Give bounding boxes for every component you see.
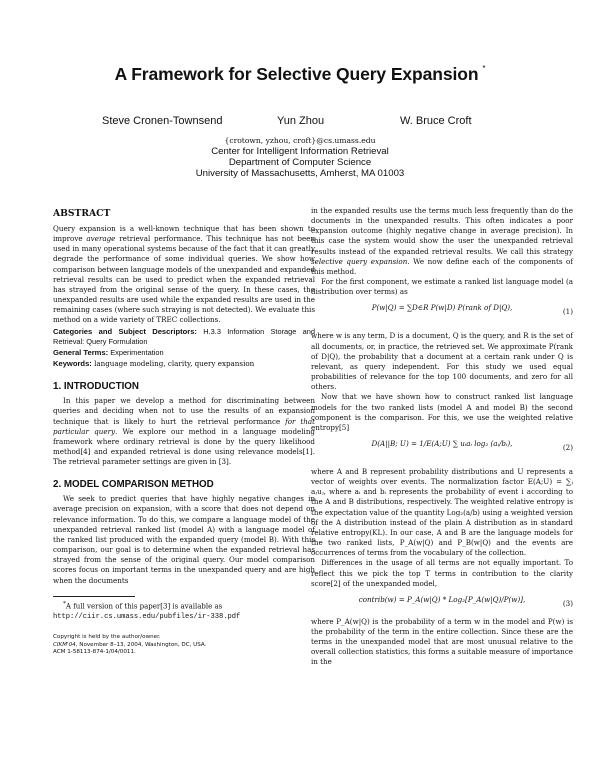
- copyright-block: Copyright is held by the author/owner. CIKM'04, November 8–13, 2004, Washington, DC, USA. ACM 1-58113-874-1/04/0011.: [53, 634, 207, 656]
- right-paragraph-5: where A and B represent probability distributions and U represents a vector of weights over events. The normalization factor E(A;U) = ∑ⱼ aⱼuⱼ, where aᵢ and bᵢ represents the probability of event i according to the A and B distributions, respectively. The weighted relative entropy is the expectation value of the quantity Log₂(a/b) using a weighted version of the A distribution instead of the plain A distribution as in standard relative entropy(KL). In our case, A and B are the language models for the two ranked lists, P_A(w|Q) and P_B(w|Q) and the events are occurrences of terms from the vocabulary of the collection.: [311, 466, 573, 558]
- author-2: Yun Zhou: [277, 115, 325, 127]
- footnote-url: http://ciir.cs.umass.edu/pubfiles/ir-338.pdf: [53, 612, 241, 621]
- equation-1: P(w|Q) = ∑D∈R P(w|D) P(rank of D|Q), (1): [371, 303, 573, 317]
- abstract-body: Query expansion is a well-known technique that has been shown to improve average retrieval performance. This technique has not been used in many operational systems because of the fact that it can greatly degrade the performance of some individual queries. We show how comparison between language models of the unexpanded and expanded retrieval results can be used to predict when the expanded retrieval has strayed from the original sense of the query. In these cases, the unexpanded results are used while the expanded results are used in the remaining cases (where such straying is not detected). We evaluate this method on a wide variety of TREC collections.: [53, 224, 315, 325]
- method-heading: 2. MODEL COMPARISON METHOD: [53, 479, 214, 491]
- author-1: Steve Cronen-Townsend: [102, 115, 223, 127]
- equation-3: contrib(w) = P_A(w|Q) * Log₂[P_A(w|Q)/P(w)], (3): [358, 594, 573, 608]
- right-paragraph-4: Now that we have shown how to construct ranked list language models for the two ranked lists (model A and model B) the second component is the comparison. For this, we use the weighted relative entropy[5]: [311, 392, 573, 432]
- left-column: [53, 208, 315, 657]
- abstract-heading: ABSTRACT: [53, 208, 111, 219]
- method-body: We seek to predict queries that have highly negative changes in average precision on expansion, with a score that does not depend on relevance information. To do this, we compare a language model of the unexpanded retrieval ranked list (model A) with a language model of the ranked list produced with the expanded query (model B). With this comparison, our goal is to determine when the expanded retrieval has strayed from the sense of the original query. Our model comparison scores focus on important terms in the unexpanded query and are high when the documents: [53, 494, 315, 585]
- equation-2: D(A||B; U) = 1/E(A;U) ∑ uᵢaᵢ log₂ (aᵢ/bᵢ), (2): [371, 438, 573, 452]
- author-3: W. Bruce Croft: [400, 115, 472, 127]
- footnote: *A full version of this paper[3] is available as http://ciir.cs.umass.edu/pubfiles/ir-338.pdf: [53, 600, 241, 621]
- title-footnote-mark: *: [482, 64, 486, 73]
- affiliation-block: [0, 135, 600, 179]
- right-paragraph-2: For the first component, we estimate a ranked list language model (a distribution over terms) as: [311, 277, 573, 297]
- affiliation-university: University of Massachusetts, Amherst, MA 01003: [195, 168, 405, 179]
- footnote-rule: [53, 596, 135, 597]
- right-paragraph-7: where P_A(w|Q) is the probability of a term w in the model and P(w) is the probability of the term in the entire collection. Since these are the terms in the unexpanded model that are most unusual relative to the overall collection statistics, this forms a suitable measure of importance in the: [311, 616, 573, 667]
- right-paragraph-3: where w is any term, D is a document, Q is the query, and R is the set of all documents, or, in practice, the retrieved set. We approximate P(rank of D|Q), the probability that a document at a certain rank under Q is relevant, as query independent. For this study we used equal probabilities of relevance for the top 100 documents, and zero for all others.: [311, 331, 573, 392]
- introduction-body: In this paper we develop a method for discriminating between queries and deciding when not to use the results of an expansion technique that is likely to hurt the retrieval performance for that particular query. We explore our method in a language modeling framework where ordinary retrieval is done by the query likelihood method[4] and expanded retrieval is done using relevance models[1]. The retrieval parameter settings are given in [3].: [53, 396, 315, 467]
- affiliation-department: Department of Computer Science: [228, 157, 372, 168]
- categories-line: Categories and Subject Descriptors: H.3.3 Information Storage and Retrieval: Query Formulation: [53, 326, 315, 346]
- keywords-line: Keywords: language modeling, clarity, query expansion: [53, 359, 255, 369]
- general-terms-line: General Terms: Experimentation: [53, 347, 164, 357]
- paper-title: [0, 64, 600, 85]
- affiliation-center: Center for Intelligent Information Retrieval: [211, 146, 389, 157]
- author-emails: {crotown, yzhou, croft}@cs.umass.edu: [224, 136, 376, 145]
- title-text: A Framework for Selective Query Expansion: [114, 64, 479, 84]
- right-paragraph-6: Differences in the usage of all terms are not equally important. To reflect this we pick the top T terms in contribution to the clarity score[2] of the unexpanded model,: [311, 558, 573, 588]
- right-column: [311, 206, 573, 668]
- introduction-heading: 1. INTRODUCTION: [53, 381, 139, 393]
- right-paragraph-1: in the expanded results use the terms much less frequently than do the documents in the unexpanded results. This often indicates a poor expansion outcome (highly negative change in average precision). In this case the system would show the user the unexpanded retrieval results instead of the expanded retrieval results. We call this strategy selective query expansion. We now define each of the components of this method.: [311, 206, 573, 276]
